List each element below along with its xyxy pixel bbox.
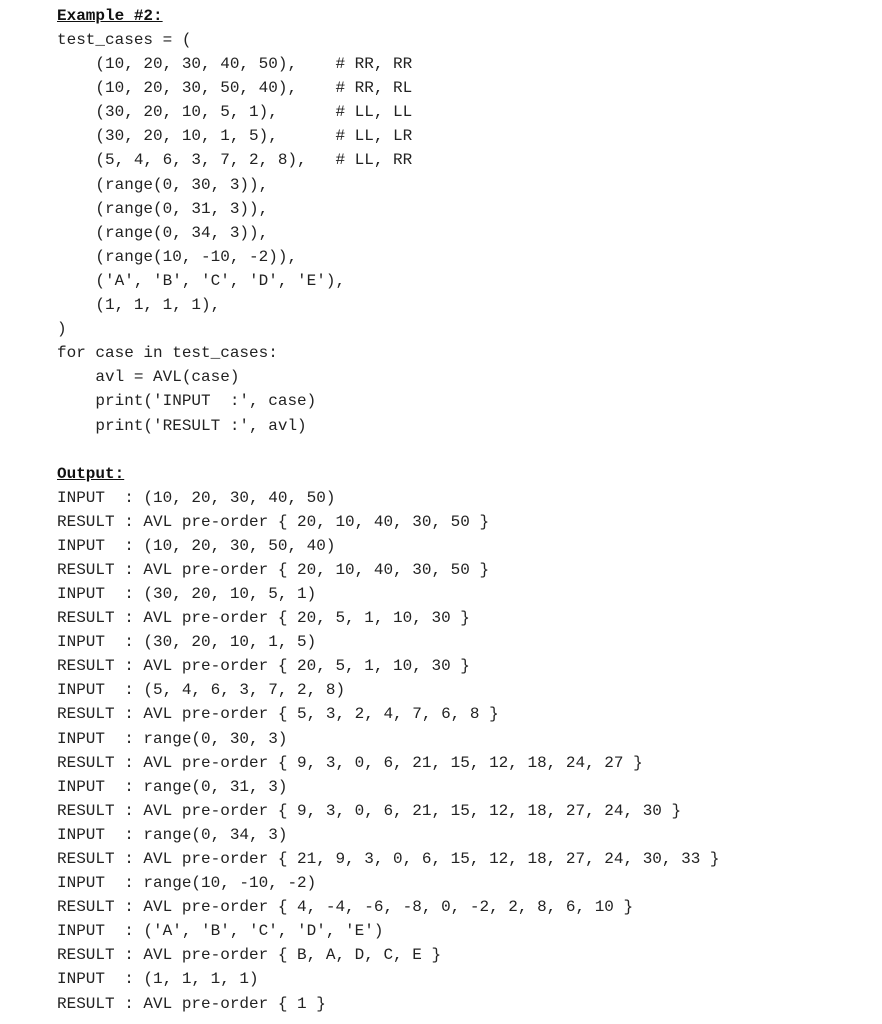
output-line: INPUT : (5, 4, 6, 3, 7, 2, 8) <box>57 681 346 700</box>
code-line: for case in test_cases: <box>57 344 278 363</box>
output-block <box>57 486 862 1016</box>
output-line: INPUT : ('A', 'B', 'C', 'D', 'E') <box>57 922 384 941</box>
output-line: RESULT : AVL pre-order { 20, 10, 40, 30, 50 } <box>57 512 490 531</box>
code-line: (30, 20, 10, 1, 5), # LL, LR <box>57 127 413 146</box>
output-line: INPUT : (10, 20, 30, 40, 50) <box>57 488 336 507</box>
output-line: RESULT : AVL pre-order { 20, 5, 1, 10, 30 } <box>57 609 470 628</box>
code-line: (30, 20, 10, 5, 1), # LL, LL <box>57 103 413 122</box>
document <box>57 4 862 1016</box>
code-line: (10, 20, 30, 40, 50), # RR, RR <box>57 55 413 74</box>
code-line: ) <box>57 320 67 339</box>
code-line: (range(0, 30, 3)), <box>57 175 269 194</box>
output-line: INPUT : (30, 20, 10, 5, 1) <box>57 584 317 603</box>
code-line: (1, 1, 1, 1), <box>57 296 221 315</box>
example-heading: Example #2: <box>57 7 163 25</box>
output-line: INPUT : range(0, 30, 3) <box>57 729 288 748</box>
output-line: INPUT : range(0, 31, 3) <box>57 777 288 796</box>
output-line: RESULT : AVL pre-order { B, A, D, C, E } <box>57 946 442 965</box>
output-heading: Output: <box>57 464 125 483</box>
code-line: ('A', 'B', 'C', 'D', 'E'), <box>57 271 346 290</box>
output-line: RESULT : AVL pre-order { 4, -4, -6, -8, 0, -2, 2, 8, 6, 10 } <box>57 898 634 917</box>
output-line: RESULT : AVL pre-order { 20, 10, 40, 30, 50 } <box>57 560 490 579</box>
output-line: RESULT : AVL pre-order { 5, 3, 2, 4, 7, 6, 8 } <box>57 705 499 724</box>
output-line: INPUT : (30, 20, 10, 1, 5) <box>57 633 317 652</box>
output-line: RESULT : AVL pre-order { 20, 5, 1, 10, 30 } <box>57 657 470 676</box>
code-line: (range(10, -10, -2)), <box>57 247 298 266</box>
output-line: INPUT : range(10, -10, -2) <box>57 874 317 893</box>
section-gap <box>57 438 862 462</box>
output-line: RESULT : AVL pre-order { 1 } <box>57 994 326 1013</box>
code-line: (range(0, 34, 3)), <box>57 223 269 242</box>
output-line: RESULT : AVL pre-order { 21, 9, 3, 0, 6, 15, 12, 18, 27, 24, 30, 33 } <box>57 850 720 868</box>
output-line: RESULT : AVL pre-order { 9, 3, 0, 6, 21, 15, 12, 18, 24, 27 } <box>57 753 643 772</box>
code-line: test_cases = ( <box>57 31 192 49</box>
output-line: RESULT : AVL pre-order { 9, 3, 0, 6, 21, 15, 12, 18, 27, 24, 30 } <box>57 801 682 820</box>
output-line: INPUT : range(0, 34, 3) <box>57 825 288 844</box>
code-block <box>57 28 862 438</box>
output-line: INPUT : (1, 1, 1, 1) <box>57 970 259 989</box>
code-line: (5, 4, 6, 3, 7, 2, 8), # LL, RR <box>57 151 413 170</box>
code-line: (range(0, 31, 3)), <box>57 199 269 218</box>
code-line: avl = AVL(case) <box>57 368 240 387</box>
output-line: INPUT : (10, 20, 30, 50, 40) <box>57 536 336 555</box>
code-line: print('INPUT :', case) <box>57 392 317 411</box>
code-line: (10, 20, 30, 50, 40), # RR, RL <box>57 79 413 98</box>
code-line: print('RESULT :', avl) <box>57 416 307 435</box>
